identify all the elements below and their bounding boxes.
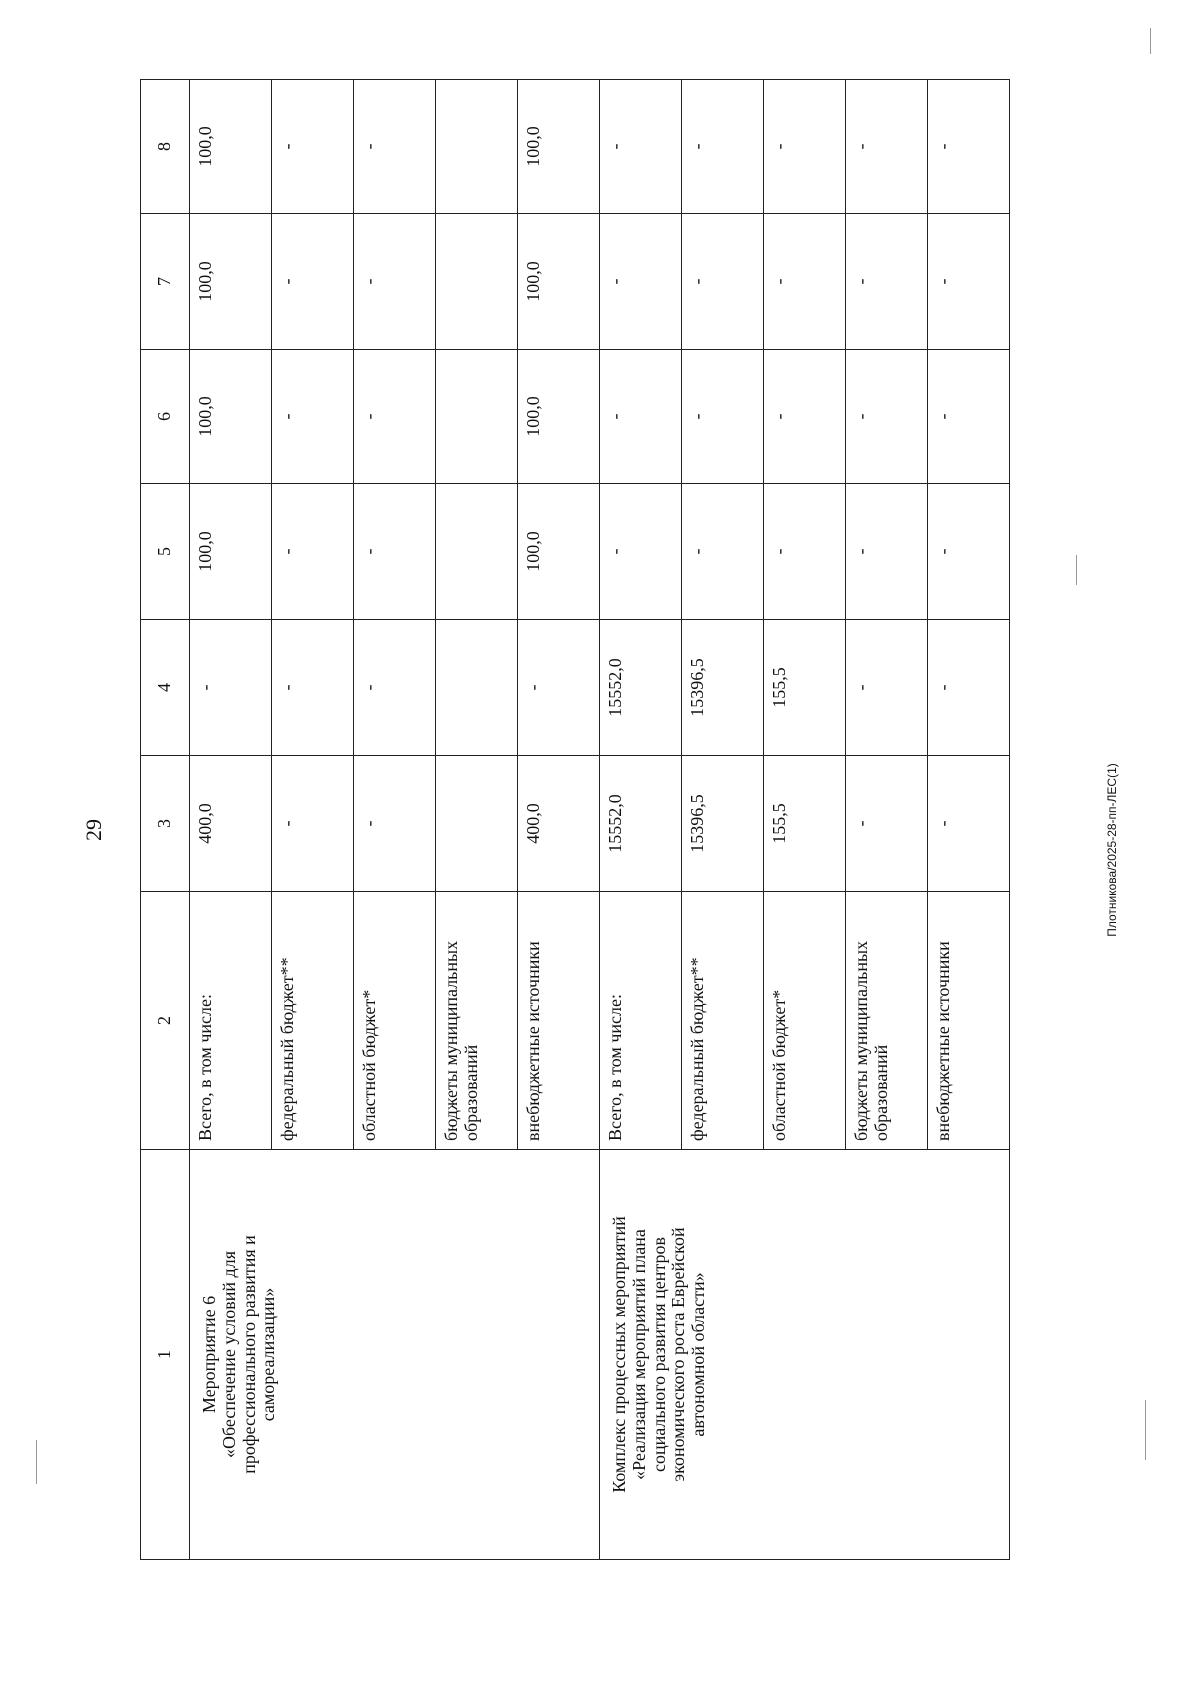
value-cell: - bbox=[682, 484, 764, 620]
value-cell: 15552,0 bbox=[600, 620, 682, 756]
rotated-table-container bbox=[140, 80, 1010, 1560]
page-number: 29 bbox=[81, 819, 106, 841]
activity-title-cell bbox=[190, 1150, 600, 1560]
column-header: 3 bbox=[141, 756, 190, 892]
value-cell: - bbox=[764, 484, 846, 620]
value-cell bbox=[436, 620, 518, 756]
value-cell: - bbox=[764, 214, 846, 350]
value-cell: - bbox=[354, 756, 436, 892]
activity-title-line: автономной области» bbox=[688, 1272, 709, 1437]
scan-mark bbox=[1145, 1400, 1146, 1460]
funding-source: областной бюджет* bbox=[764, 892, 846, 1150]
value-cell: 100,0 bbox=[518, 214, 600, 350]
value-cell: - bbox=[928, 80, 1010, 214]
activity-title-cell bbox=[600, 1150, 1010, 1560]
value-cell: - bbox=[272, 214, 354, 350]
value-cell: - bbox=[272, 756, 354, 892]
value-cell: 15396,5 bbox=[682, 756, 764, 892]
funding-source: внебюджетные источники bbox=[928, 892, 1010, 1150]
value-cell: - bbox=[272, 350, 354, 484]
funding-source: бюджеты муниципальных образований bbox=[436, 892, 518, 1150]
table-row bbox=[600, 80, 682, 1560]
column-header: 6 bbox=[141, 350, 190, 484]
value-cell: 400,0 bbox=[518, 756, 600, 892]
column-header: 8 bbox=[141, 80, 190, 214]
value-cell: 155,5 bbox=[764, 620, 846, 756]
activity-title-line: «Обеспечение условий для bbox=[218, 1251, 239, 1458]
value-cell: - bbox=[682, 350, 764, 484]
funding-source: федеральный бюджет** bbox=[682, 892, 764, 1150]
value-cell: - bbox=[354, 350, 436, 484]
value-cell: - bbox=[600, 350, 682, 484]
value-cell: 100,0 bbox=[190, 214, 272, 350]
value-cell: - bbox=[354, 484, 436, 620]
value-cell: 100,0 bbox=[190, 80, 272, 214]
funding-source: областной бюджет* bbox=[354, 892, 436, 1150]
value-cell: - bbox=[846, 484, 928, 620]
funding-source: бюджеты муниципальных образований bbox=[846, 892, 928, 1150]
document-code: Плотникова/2025-28-пп-ЛЕС(1) bbox=[1105, 763, 1119, 937]
value-cell: - bbox=[190, 620, 272, 756]
column-header: 4 bbox=[141, 620, 190, 756]
value-cell: - bbox=[600, 214, 682, 350]
value-cell: - bbox=[272, 80, 354, 214]
activity-title-line: профессионального развития и bbox=[238, 1235, 259, 1474]
scan-mark bbox=[36, 1440, 37, 1484]
value-cell: - bbox=[354, 80, 436, 214]
value-cell: - bbox=[846, 620, 928, 756]
value-cell: - bbox=[846, 214, 928, 350]
column-header: 7 bbox=[141, 214, 190, 350]
value-cell: 100,0 bbox=[190, 484, 272, 620]
value-cell: - bbox=[846, 350, 928, 484]
value-cell: 100,0 bbox=[518, 80, 600, 214]
value-cell: - bbox=[682, 214, 764, 350]
value-cell: - bbox=[600, 80, 682, 214]
column-header: 2 bbox=[141, 892, 190, 1150]
scan-mark bbox=[1076, 555, 1077, 585]
value-cell: - bbox=[272, 484, 354, 620]
activity-title-line: Комплекс процессных мероприятий bbox=[609, 1216, 629, 1493]
value-cell: - bbox=[928, 350, 1010, 484]
column-header: 5 bbox=[141, 484, 190, 620]
value-cell bbox=[436, 484, 518, 620]
value-cell: - bbox=[846, 80, 928, 214]
value-cell: 100,0 bbox=[518, 350, 600, 484]
value-cell: 100,0 bbox=[190, 350, 272, 484]
value-cell: - bbox=[928, 214, 1010, 350]
value-cell: - bbox=[272, 620, 354, 756]
activity-title-line: Мероприятие 6 bbox=[199, 1295, 219, 1414]
value-cell bbox=[436, 756, 518, 892]
value-cell: - bbox=[928, 620, 1010, 756]
value-cell: - bbox=[764, 80, 846, 214]
funding-source: федеральный бюджет** bbox=[272, 892, 354, 1150]
funding-source: внебюджетные источники bbox=[518, 892, 600, 1150]
value-cell: - bbox=[928, 756, 1010, 892]
value-cell: - bbox=[764, 350, 846, 484]
activity-title-line: самореализации» bbox=[258, 1287, 279, 1422]
activity-title-line: «Реализация мероприятий плана bbox=[628, 1229, 649, 1480]
value-cell: 100,0 bbox=[518, 484, 600, 620]
value-cell: 155,5 bbox=[764, 756, 846, 892]
value-cell bbox=[436, 214, 518, 350]
value-cell: - bbox=[354, 620, 436, 756]
value-cell: 400,0 bbox=[190, 756, 272, 892]
value-cell bbox=[436, 350, 518, 484]
value-cell: 15552,0 bbox=[600, 756, 682, 892]
value-cell: - bbox=[600, 484, 682, 620]
scan-mark bbox=[1150, 28, 1151, 54]
activity-title-line: экономического роста Еврейской bbox=[668, 1227, 689, 1482]
column-header: 1 bbox=[141, 1150, 190, 1560]
value-cell: 15396,5 bbox=[682, 620, 764, 756]
funding-source: Всего, в том числе: bbox=[190, 892, 272, 1150]
funding-source: Всего, в том числе: bbox=[600, 892, 682, 1150]
value-cell: - bbox=[928, 484, 1010, 620]
value-cell: - bbox=[846, 756, 928, 892]
activity-title-line: социального развития центров bbox=[648, 1237, 669, 1473]
table-row bbox=[190, 80, 272, 1560]
header-row bbox=[141, 80, 190, 1560]
funding-table bbox=[140, 79, 1010, 1560]
value-cell: - bbox=[354, 214, 436, 350]
value-cell: - bbox=[518, 620, 600, 756]
value-cell: - bbox=[682, 80, 764, 214]
value-cell bbox=[436, 80, 518, 214]
